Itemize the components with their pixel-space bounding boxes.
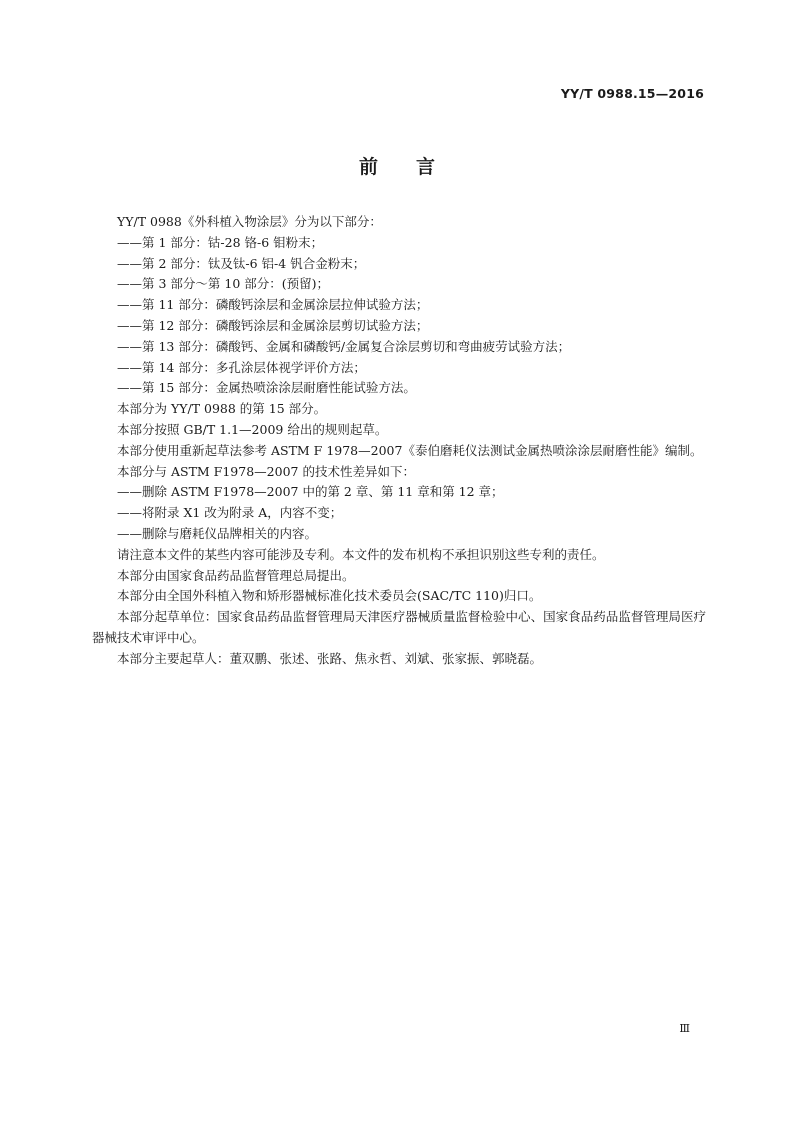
list-item: ——将附录 X1 改为附录 A，内容不变； xyxy=(117,505,343,521)
page-number: Ⅲ xyxy=(679,1022,690,1035)
list-item: ——删除 ASTM F1978—2007 中的第 2 章、第 11 章和第 12 章； xyxy=(117,484,504,500)
list-item: ——第 2 部分：钛及钛-6 铝-4 钒合金粉末； xyxy=(117,255,366,271)
paragraph: 本部分起草单位：国家食品药品监督管理局天津医疗器械质量监督检验中心、国家食品药品监督管理局医疗器械技术审评中心。 xyxy=(92,609,706,645)
paragraph: 本部分由全国外科植入物和矫形器械标准化技术委员会(SAC/TC 110)归口。 xyxy=(117,588,542,604)
paragraph: 本部分使用重新起草法参考 ASTM F 1978—2007《泰伯磨耗仪法测试金属热喷涂涂层耐磨性能》编制。 xyxy=(117,442,703,458)
list-item: ——第 15 部分：金属热喷涂涂层耐磨性能试验方法。 xyxy=(117,380,416,396)
list-item: ——删除与磨耗仪品牌相关的内容。 xyxy=(117,525,318,541)
paragraph: 本部分为 YY/T 0988 的第 15 部分。 xyxy=(117,401,327,417)
page-title: 前言 xyxy=(358,156,473,178)
list-item: ——第 3 部分～第 10 部分：(预留)； xyxy=(117,276,330,292)
list-item: ——第 13 部分：磷酸钙、金属和磷酸钙/金属复合涂层剪切和弯曲疲劳试验方法； xyxy=(117,338,571,354)
list-item: ——第 11 部分：磷酸钙涂层和金属涂层拉伸试验方法； xyxy=(117,297,429,313)
paragraph: 本部分由国家食品药品监督管理总局提出。 xyxy=(117,567,355,583)
paragraph: YY/T 0988《外科植入物涂层》分为以下部分： xyxy=(117,214,382,229)
standard-code: YY/T 0988.15—2016 xyxy=(560,86,704,101)
paragraph: 本部分按照 GB/T 1.1—2009 给出的规则起草。 xyxy=(117,421,388,437)
foreword-body xyxy=(92,212,706,670)
paragraph: 本部分与 ASTM F1978—2007 的技术性差异如下： xyxy=(117,463,415,479)
list-item: ——第 14 部分：多孔涂层体视学评价方法； xyxy=(117,359,366,375)
paragraph: 本部分主要起草人：董双鹏、张述、张路、焦永哲、刘斌、张家振、郭晓磊。 xyxy=(117,650,543,666)
list-item: ——第 1 部分：钴-28 铬-6 钼粉末； xyxy=(117,234,324,250)
list-item: ——第 12 部分：磷酸钙涂层和金属涂层剪切试验方法； xyxy=(117,317,429,333)
paragraph: 请注意本文件的某些内容可能涉及专利。本文件的发布机构不承担识别这些专利的责任。 xyxy=(117,546,605,562)
